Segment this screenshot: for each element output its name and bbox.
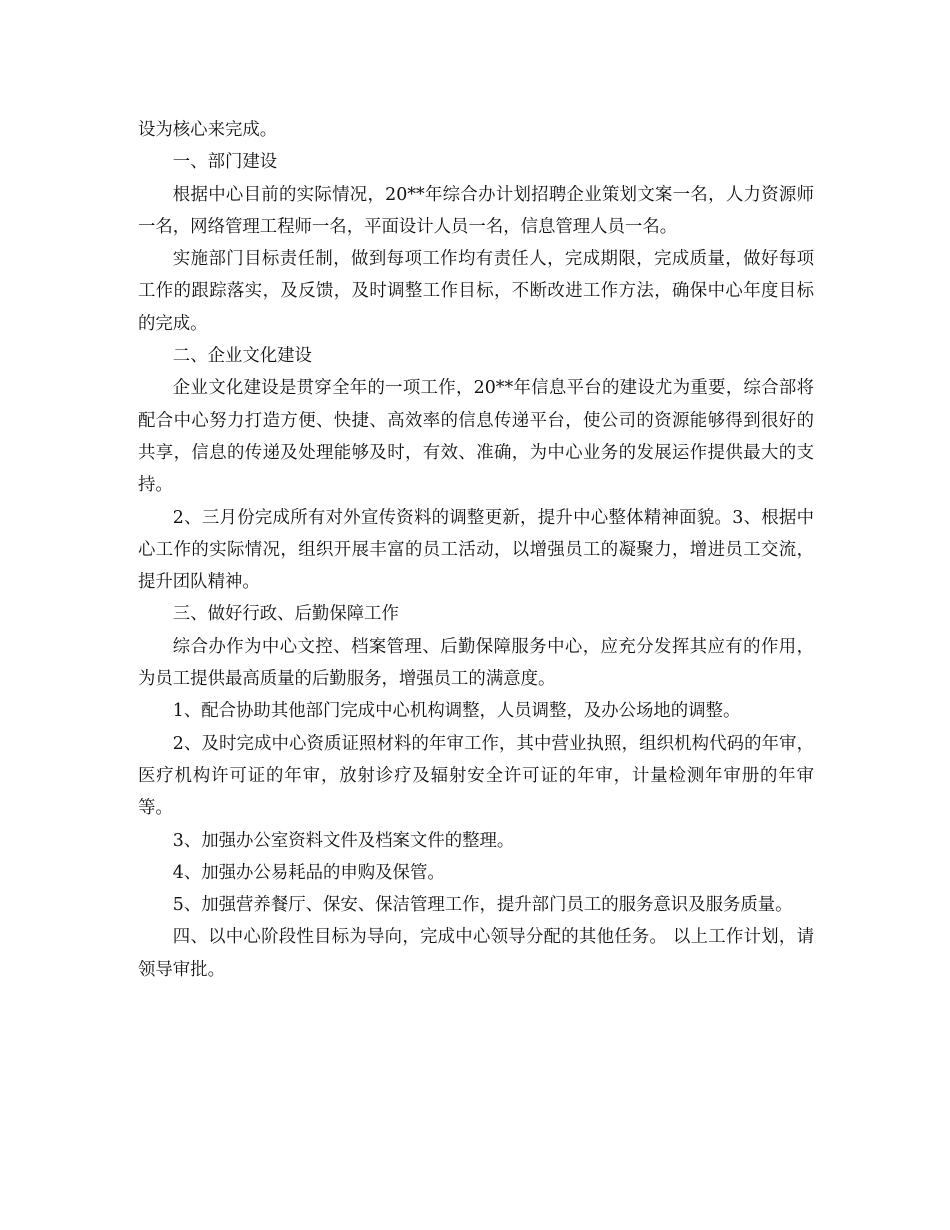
paragraph-continuation: 设为核心来完成。 <box>138 120 278 140</box>
paragraph-admin-role: 综合办作为中心文控、档案管理、后勤保障服务中心，应充分发挥其应有的作用，为员工提供最高质量的后勤服务，增强员工的满意度。 <box>138 636 814 690</box>
paragraph-recruitment-plan: 根据中心目前的实际情况，20**年综合办计划招聘企业策划文案一名，人力资源师一名，网络管理工程师一名，平面设计人员一名，信息管理人员一名。 <box>138 184 814 237</box>
paragraph-info-platform: 企业文化建设是贯穿全年的一项工作，20**年信息平台的建设尤为重要，综合部将配合中心努力打造方便、快捷、高效率的信息传递平台，使公司的资源能够得到很好的共享，信息的传递及处理能够及时，有效、准确，为中心业务的发展运作提供最大的支持。 <box>138 378 814 496</box>
list-item-1: 1、配合协助其他部门完成中心机构调整，人员调整，及办公场地的调整。 <box>172 701 741 722</box>
list-item-4: 4、加强办公易耗品的申购及保管。 <box>172 862 445 883</box>
heading-admin-logistics: 三、做好行政、后勤保障工作 <box>172 604 399 625</box>
heading-other-tasks: 四、以中心阶段性目标为导向，完成中心领导分配的其他任务。 以上工作计划，请领导审批。 <box>138 927 814 980</box>
list-item-5: 5、加强营养餐厅、保安、保洁管理工作，提升部门员工的服务意识及服务质量。 <box>172 895 793 916</box>
heading-department-building: 一、部门建设 <box>172 152 278 173</box>
heading-corporate-culture: 二、企业文化建设 <box>172 346 312 367</box>
paragraph-publicity-activities: 2、三月份完成所有对外宣传资料的调整更新，提升中心整体精神面貌。3、根据中心工作的实际情况，组织开展丰富的员工活动，以增强员工的凝聚力，增进员工交流，提升团队精神。 <box>138 507 814 593</box>
list-item-2: 2、及时完成中心资质证照材料的年审工作，其中营业执照，组织机构代码的年审，医疗机构许可证的年审，放射诊疗及辐射安全许可证的年审，计量检测年审册的年审等。 <box>138 733 814 819</box>
list-item-3: 3、加强办公室资料文件及档案文件的整理。 <box>172 830 515 851</box>
document-body <box>138 114 814 986</box>
paragraph-responsibility-system: 实施部门目标责任制，做到每项工作均有责任人，完成期限，完成质量，做好每项工作的跟踪落实，及反馈，及时调整工作目标，不断改进工作方法，确保中心年度目标的完成。 <box>138 249 814 334</box>
